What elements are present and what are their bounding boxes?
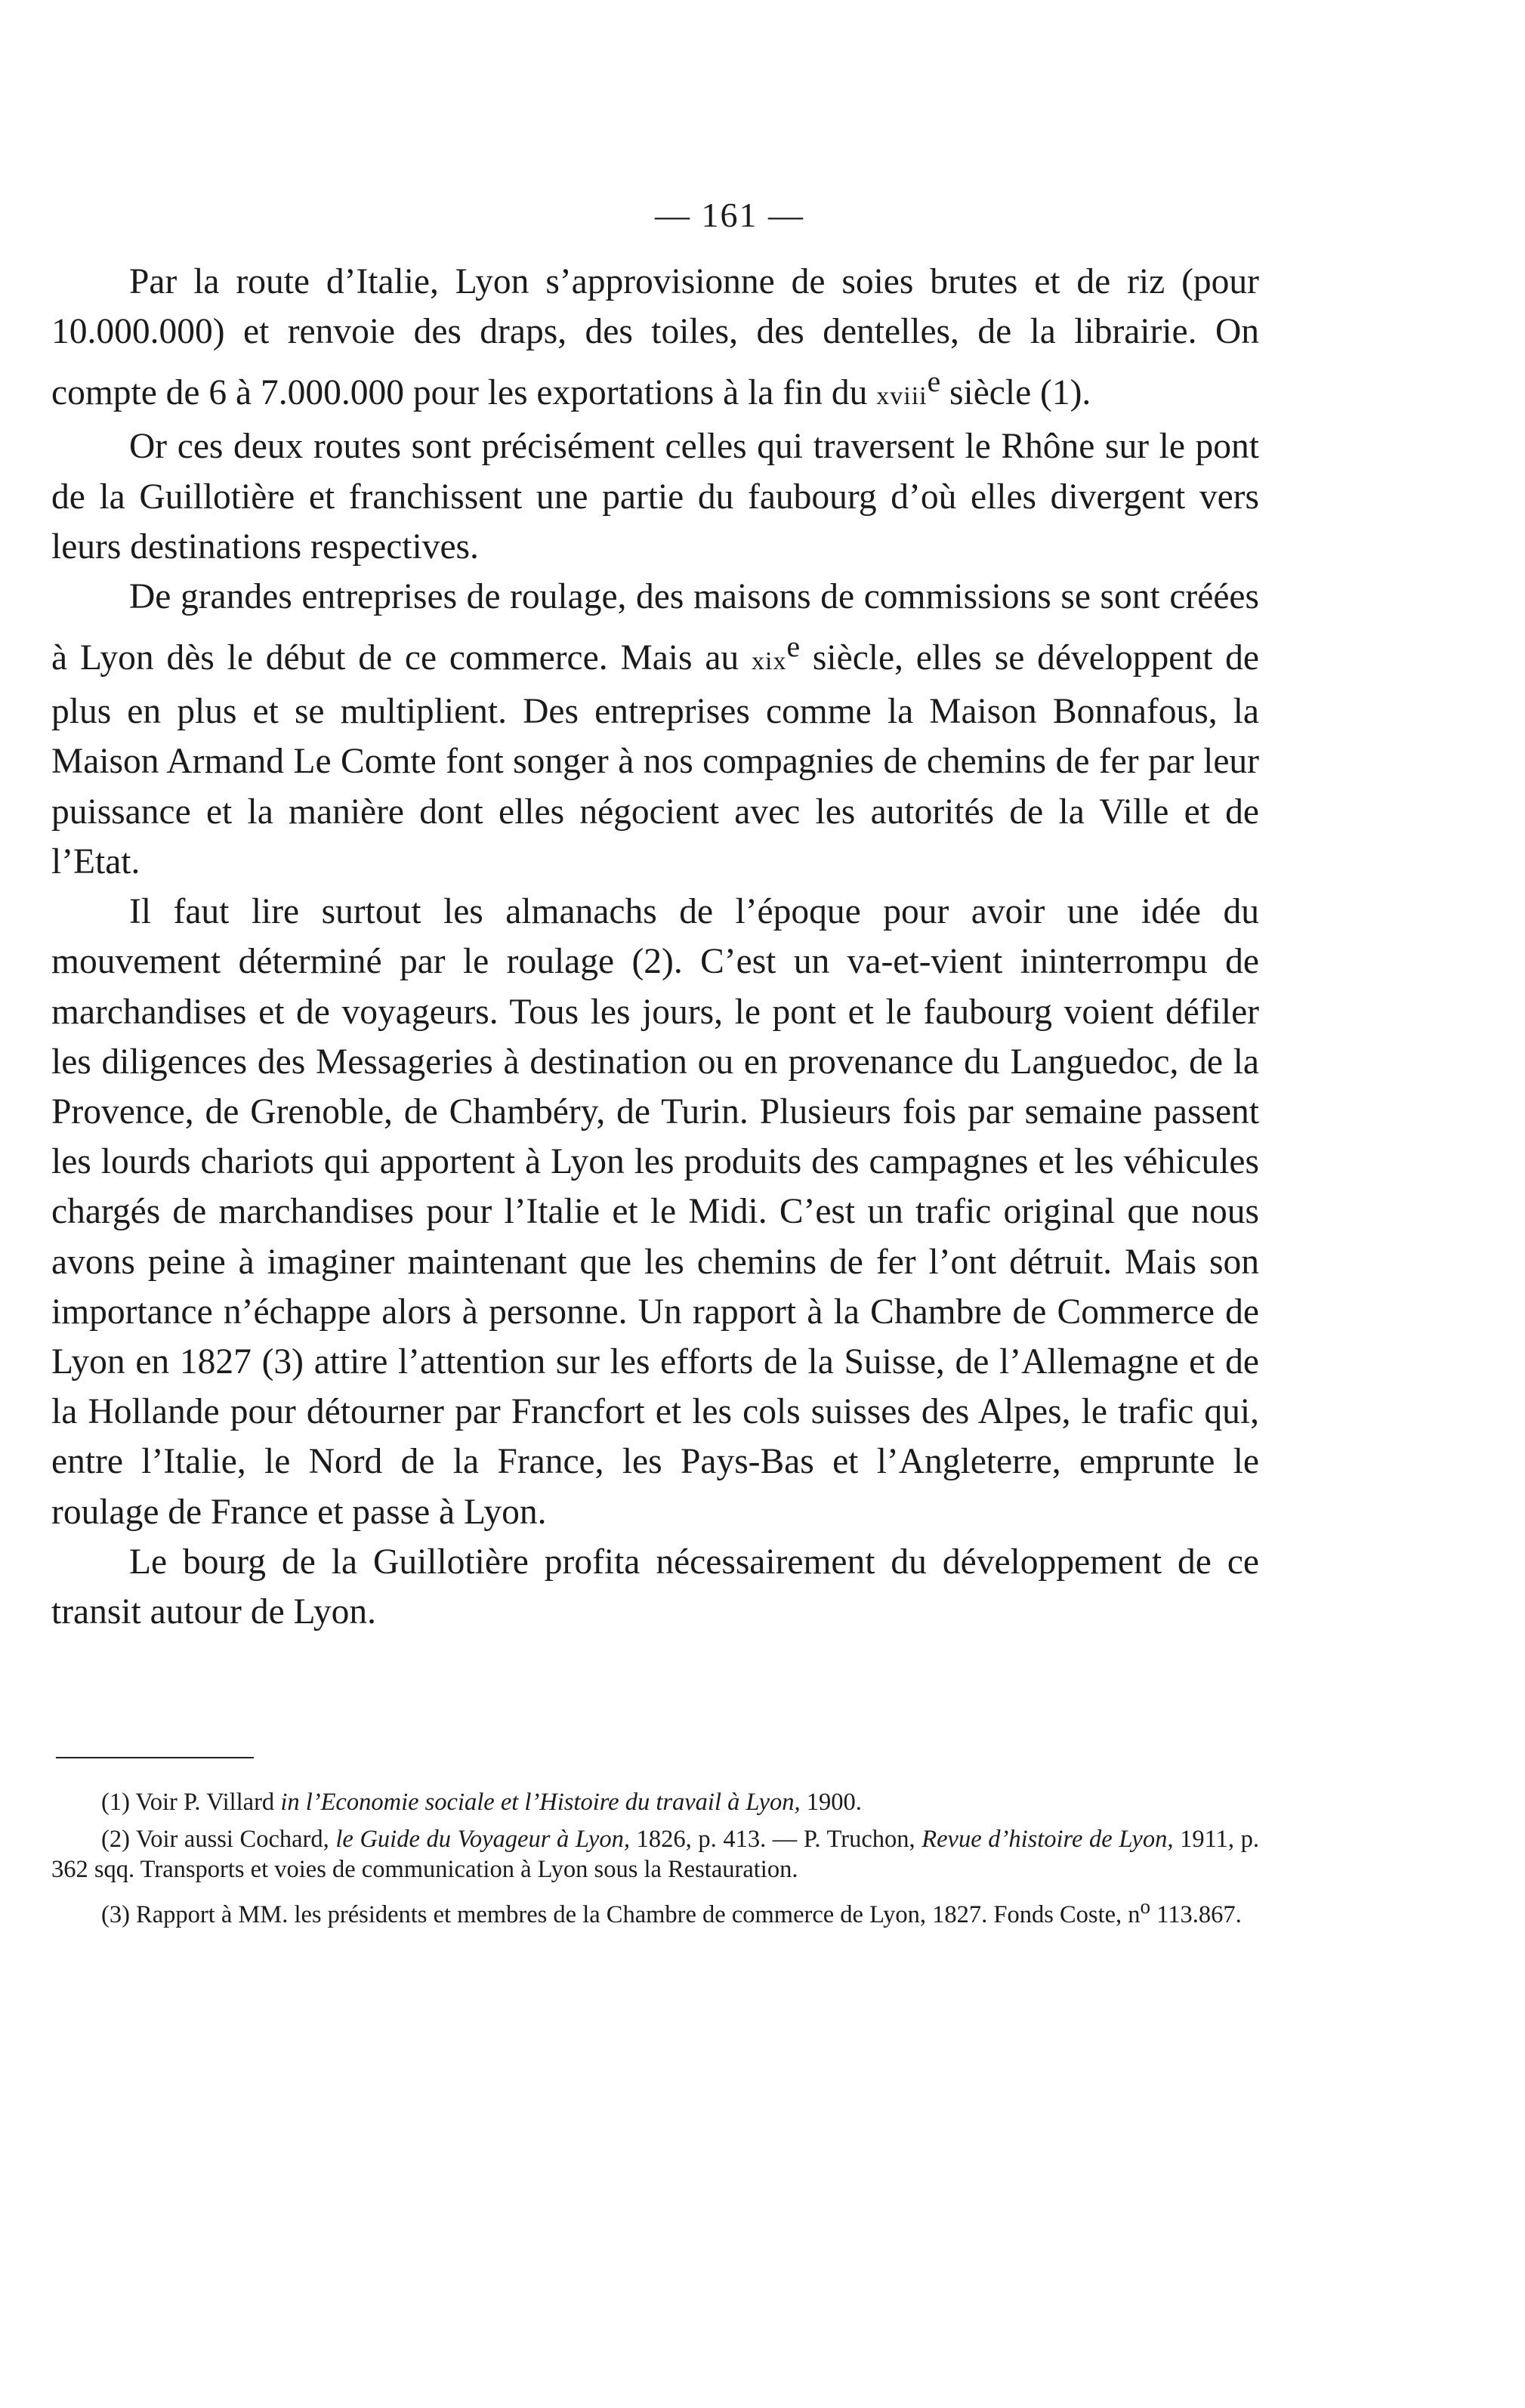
paragraph-1: Par la route d’Italie, Lyon s’approvisionne de soies brutes et de riz (pour 10.000.000) et renvoie des draps, des toiles, des dentelles, de la librairie. On compte de 6 à 7.000.000 pour les exportations à la fin du xviii$^e$ siècle (1). — [51, 262, 1259, 413]
footnote-3: (3) Rapport à MM. les présidents et membres de la Chambre de commerce de Lyon, 1827. Fonds Coste, $n^o$ 113.867. — [101, 1895, 1242, 1928]
footnote-1: (1) Voir P. Villard in l’Economie sociale et l’Histoire du travail à Lyon, 1900. — [101, 1789, 862, 1816]
footnotes — [51, 1787, 1259, 1937]
paragraph-2: Or ces deux routes sont précisément celles qui traversent le Rhône sur le pont de la Guillotière et franchissent une partie du faubourg d’où elles divergent vers leurs destinations respectives. — [51, 427, 1259, 566]
body-text — [51, 257, 1259, 1637]
page-number: — 161 — — [655, 196, 804, 234]
paragraph-4: Il faut lire surtout les almanachs de l’époque pour avoir une idée du mouvement déterminé par le roulage (2). C’est un va-et-vient ininterrompu de marchandises et de voyageurs. Tous les jours, le pont et le faubourg voient défiler les diligences des Messageries à destination ou en provenance du Languedoc, de la Provence, de Grenoble, de Chambéry, de Turin. Plusieurs fois par semaine passent les lourds chariots qui apportent à Lyon les produits des campagnes et les véhicules chargés de marchandises pour l’Italie et le Midi. C’est un trafic original que nous avons peine à imaginer maintenant que les chemins de fer l’ont détruit. Mais son importance n’échappe alors à personne. Un rapport à la Chambre de Commerce de Lyon en 1827 (3) attire l’attention sur les efforts de la Suisse, de l’Allemagne et de la Hollande pour détourner par Francfort et les cols suisses des Alpes, le trafic qui, entre l’Italie, le Nord de la France, les Pays-Bas et l’Angleterre, emprunte le roulage de France et passe à Lyon. — [51, 892, 1259, 1532]
paragraph-5: Le bourg de la Guillotière profita nécessairement du développement de ce transit autour de Lyon. — [51, 1542, 1259, 1632]
footnote-separator — [56, 1757, 254, 1758]
paragraph-3: De grandes entreprises de roulage, des maisons de commissions se sont créées à Lyon dès le début de ce commerce. Mais au xix$^e$ siècle, elles se développent de plus en plus et se multiplient. Des entreprises comme la Maison Bonnafous, la Maison Armand Le Comte font songer à nos compagnies de chemins de fer par leur puissance et la manière dont elles négocient avec les autorités de la Ville et de l’Etat. — [51, 577, 1259, 881]
footnote-2: (2) Voir aussi Cochard, le Guide du Voyageur à Lyon, 1826, p. 413. — P. Truchon, Revue d’histoire de Lyon, 1911, p. 362 sqq. Transports et voies de communication à Lyon sous la Restauration. — [51, 1826, 1260, 1883]
